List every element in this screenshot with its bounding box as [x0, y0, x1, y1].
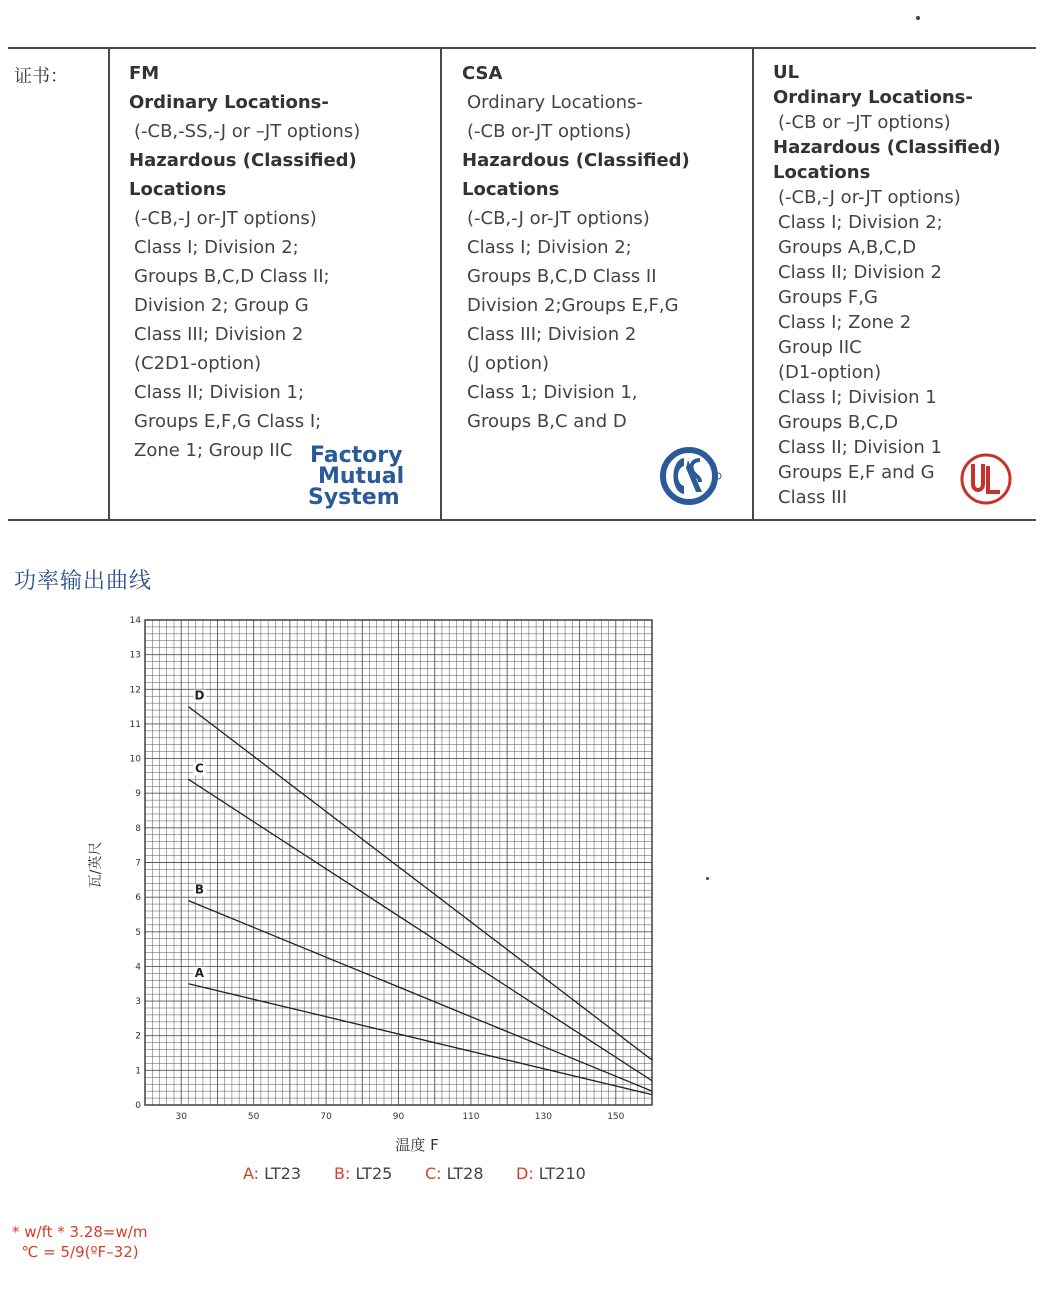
fm-line: Class I; Division 2;	[134, 237, 299, 258]
fm-line: Locations	[129, 179, 227, 200]
csa-line: Hazardous (Classified)	[462, 150, 690, 171]
legend-item-b	[334, 1164, 392, 1183]
ul-line: Class II; Division 1	[778, 437, 942, 458]
ul-line: Group IIC	[778, 337, 862, 358]
series-label: C	[195, 761, 204, 776]
column-divider	[752, 48, 754, 519]
ul-line: Groups E,F and G	[778, 462, 935, 483]
csa-logo	[660, 446, 722, 506]
y-tick-label: 5	[135, 927, 141, 938]
section-title: 功率输出曲线	[14, 569, 153, 594]
ul-line: Hazardous (Classified)	[773, 137, 1001, 158]
x-tick-label: 150	[607, 1112, 625, 1122]
fm-line: Division 2; Group G	[134, 295, 309, 316]
y-tick-label: 9	[135, 789, 141, 800]
x-tick-label: 110	[462, 1112, 480, 1122]
legend-item-a	[243, 1164, 301, 1183]
fm-title: FM	[129, 63, 160, 84]
csa-line: (-CB,-J or-JT options)	[467, 208, 650, 229]
ul-line: Groups A,B,C,D	[778, 237, 917, 258]
fm-line: (-CB,-SS,-J or –JT options)	[134, 121, 361, 142]
csa-certification	[462, 59, 690, 436]
x-tick-label: 70	[320, 1112, 332, 1122]
conversion-note: * w/ft * 3.28=w/m	[12, 1223, 148, 1241]
fm-certification	[129, 59, 360, 465]
fm-line: Zone 1; Group IIC	[134, 440, 293, 461]
ul-line: Class III	[778, 487, 848, 508]
conversion-note: ℃ = 5/9(ºF–32)	[12, 1243, 139, 1261]
csa-line: (J option)	[467, 353, 549, 374]
csa-line: Division 2;Groups E,F,G	[467, 295, 679, 316]
y-tick-label: 0	[135, 1101, 141, 1111]
legend-item-d	[516, 1164, 586, 1183]
chart-x-label: 温度 F	[395, 1136, 439, 1154]
scan-speck	[916, 16, 920, 20]
csa-line: Class III; Division 2	[467, 324, 637, 345]
fm-line: Class III; Division 2	[134, 324, 304, 345]
y-tick-label: 4	[135, 962, 141, 973]
ul-line: Groups B,C,D	[778, 412, 899, 433]
series-label: D	[194, 688, 205, 703]
y-tick-label: 14	[129, 616, 141, 626]
csa-title: CSA	[462, 63, 503, 84]
ul-line: Groups F,G	[778, 287, 878, 308]
ul-logo	[958, 452, 1016, 506]
x-tick-label: 90	[392, 1112, 405, 1122]
power-output-chart	[80, 610, 680, 1170]
fm-line: (C2D1-option)	[134, 353, 262, 374]
csa-line: Groups B,C and D	[467, 411, 627, 432]
y-tick-label: 7	[135, 858, 141, 869]
legend-value: LT25	[350, 1164, 393, 1183]
csa-line: Groups B,C,D Class II	[467, 266, 657, 287]
top-rule	[8, 47, 1036, 49]
fm-line: Class II; Division 1;	[134, 382, 305, 403]
x-tick-label: 30	[175, 1112, 187, 1122]
ul-line: Class II; Division 2	[778, 262, 942, 283]
y-tick-label: 6	[135, 893, 141, 904]
ul-line: Class I; Division 1	[778, 387, 937, 408]
csa-line: Ordinary Locations-	[467, 92, 643, 113]
csa-line: Class I; Division 2;	[467, 237, 632, 258]
ul-line: Locations	[773, 162, 871, 183]
column-divider	[108, 48, 110, 519]
legend-item-c	[425, 1164, 484, 1183]
y-tick-label: 3	[135, 997, 141, 1008]
y-tick-label: 11	[129, 719, 141, 730]
fm-line: Hazardous (Classified)	[129, 150, 357, 171]
ul-line: Class I; Zone 2	[778, 312, 912, 333]
bottom-rule	[8, 519, 1036, 521]
ul-line: Class I; Division 2;	[778, 212, 943, 233]
factory-mutual-logo	[306, 440, 418, 510]
fm-line: (-CB,-J or-JT options)	[134, 208, 317, 229]
chart-y-label: 瓦/英尺	[88, 841, 104, 889]
legend-value: LT28	[441, 1164, 484, 1183]
ul-line: (-CB or –JT options)	[778, 112, 951, 133]
y-tick-label: 10	[129, 754, 141, 765]
ul-line: Ordinary Locations-	[773, 87, 973, 108]
scan-speck	[706, 877, 709, 880]
legend-value: LT210	[533, 1164, 586, 1183]
series-label: B	[194, 882, 205, 897]
x-tick-label: 50	[247, 1112, 260, 1122]
y-tick-label: 8	[135, 823, 141, 834]
y-tick-label: 13	[129, 650, 141, 661]
certificates-label: 证书：	[14, 66, 68, 87]
column-divider	[440, 48, 442, 519]
csa-line: Locations	[462, 179, 560, 200]
series-label: A	[194, 965, 205, 980]
chart-grid	[145, 620, 652, 1105]
ul-line: (D1-option)	[778, 362, 882, 383]
y-tick-label: 1	[135, 1066, 141, 1077]
legend-key: D:	[516, 1164, 534, 1183]
legend-key: A:	[243, 1164, 260, 1183]
legend-key: B:	[334, 1164, 351, 1183]
ul-title: UL	[773, 62, 800, 83]
ul-line: (-CB,-J or-JT options)	[778, 187, 961, 208]
x-tick-label: 130	[534, 1112, 552, 1122]
legend-value: LT23	[259, 1164, 301, 1183]
legend-key: C:	[425, 1164, 442, 1183]
fm-line: Ordinary Locations-	[129, 92, 329, 113]
csa-line: Class 1; Division 1,	[467, 382, 638, 403]
fm-logo-line: Factory	[310, 443, 403, 468]
fm-line: Groups E,F,G Class I;	[134, 411, 322, 432]
csa-line: (-CB or-JT options)	[467, 121, 632, 142]
fm-logo-line: System	[308, 485, 400, 510]
y-tick-label: 12	[129, 685, 141, 696]
fm-line: Groups B,C,D Class II;	[134, 266, 330, 287]
ul-certification	[773, 60, 1001, 510]
y-tick-label: 2	[135, 1031, 141, 1042]
fm-logo-line: Mutual	[318, 464, 405, 489]
